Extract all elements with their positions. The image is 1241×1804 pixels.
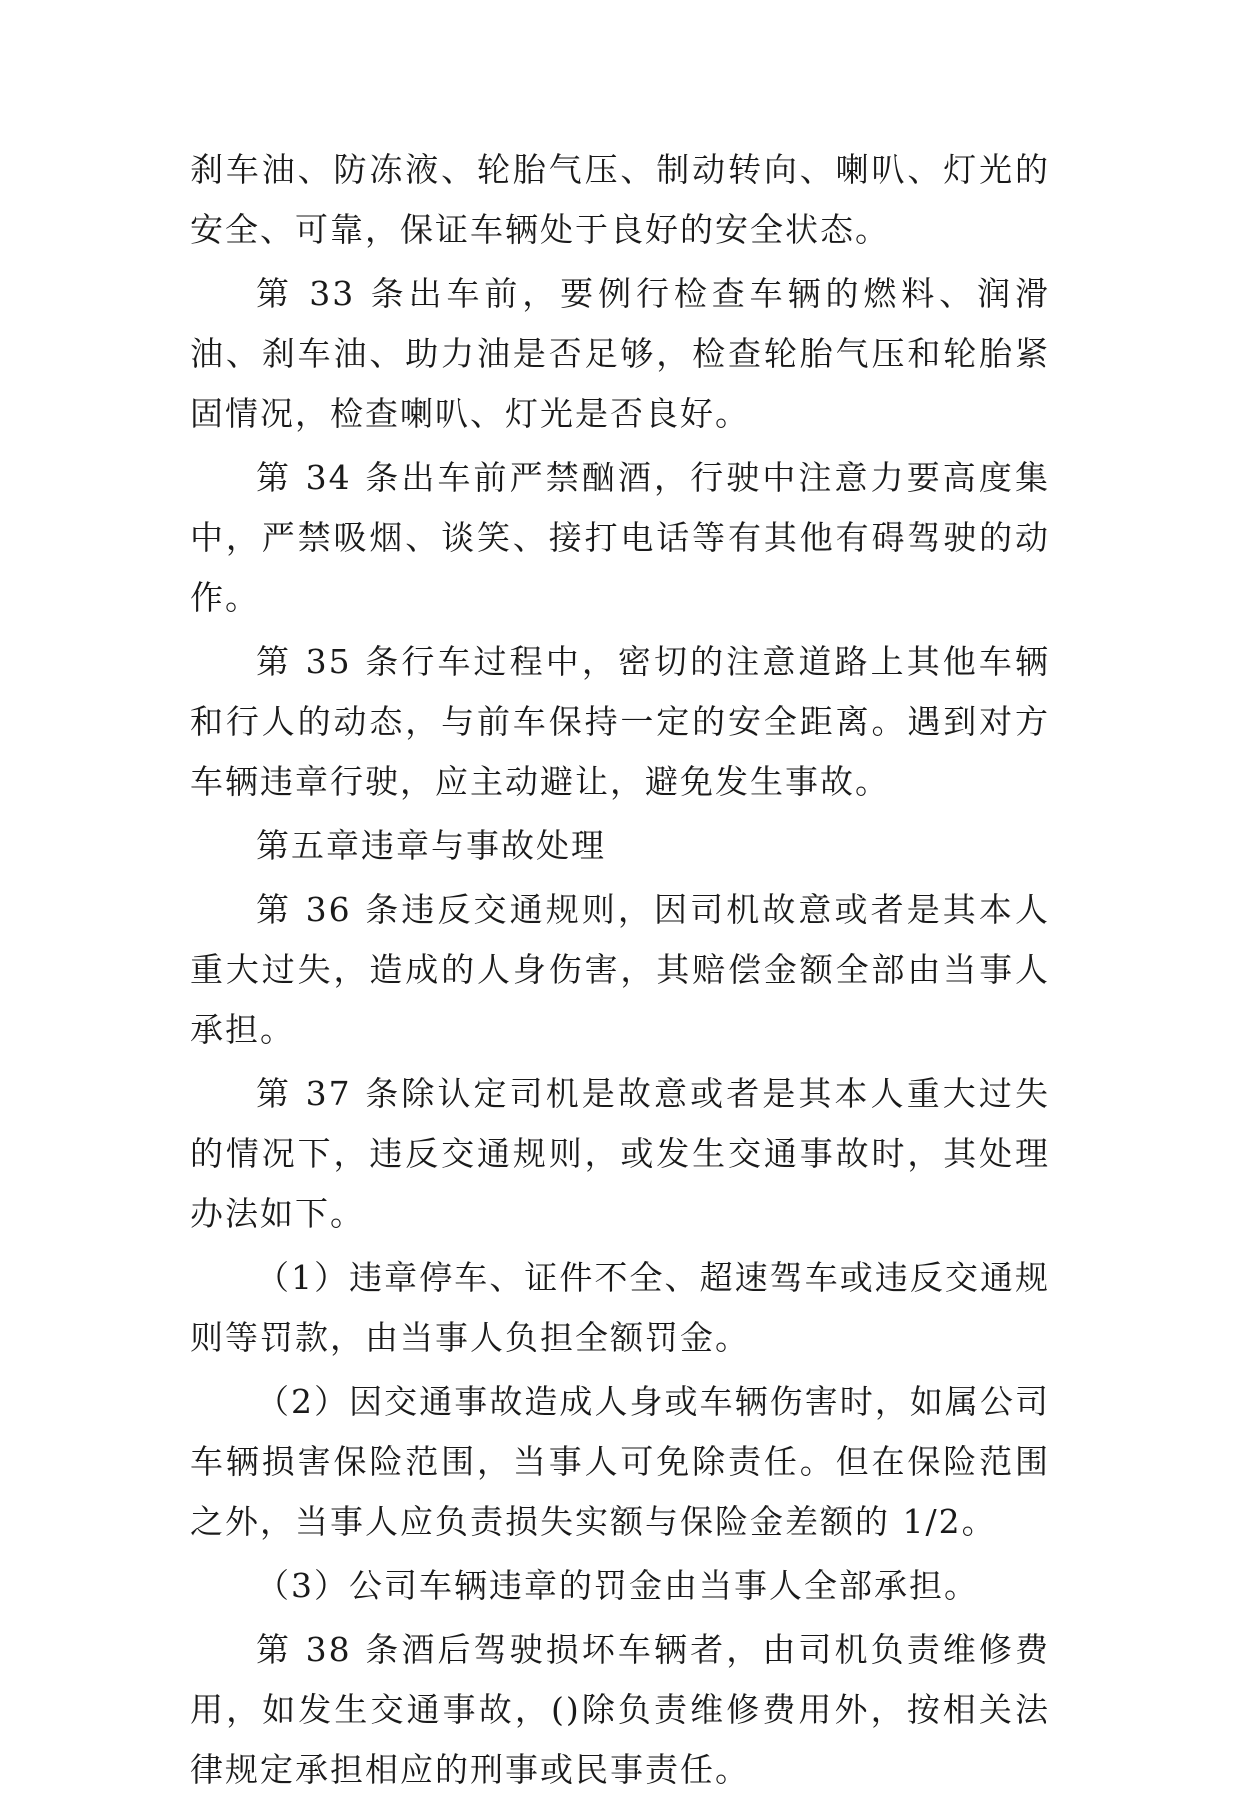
chapter-heading: 第五章违章与事故处理 [256,826,606,865]
paragraph-continuation: 刹车油、防冻液、轮胎气压、制动转向、喇叭、灯光的安全、可靠，保证车辆处于良好的安全状态。 [190,150,1050,249]
paragraph-article-33: 第 33 条出车前，要例行检查车辆的燃料、润滑油、刹车油、助力油是否足够，检查轮胎气压和轮胎紧固情况，检查喇叭、灯光是否良好。 [190,274,1050,433]
list-item-2: （2）因交通事故造成人身或车辆伤害时，如属公司车辆损害保险范围，当事人可免除责任。但在保险范围之外，当事人应负责损失实额与保险金差额的 1/2。 [190,1382,1050,1541]
list-item-1: （1）违章停车、证件不全、超速驾车或违反交通规则等罚款，由当事人负担全额罚金。 [190,1258,1050,1357]
document-page [190,140,1050,1804]
paragraph-article-34: 第 34 条出车前严禁酗酒，行驶中注意力要高度集中，严禁吸烟、谈笑、接打电话等有其他有碍驾驶的动作。 [190,458,1050,617]
paragraph-article-36: 第 36 条违反交通规则，因司机故意或者是其本人重大过失，造成的人身伤害，其赔偿金额全部由当事人承担。 [190,890,1050,1049]
paragraph-article-35: 第 35 条行车过程中，密切的注意道路上其他车辆和行人的动态，与前车保持一定的安全距离。遇到对方车辆违章行驶，应主动避让，避免发生事故。 [190,642,1050,801]
paragraph-article-37: 第 37 条除认定司机是故意或者是其本人重大过失的情况下，违反交通规则，或发生交通事故时，其处理办法如下。 [190,1074,1050,1233]
paragraph-article-38: 第 38 条酒后驾驶损坏车辆者，由司机负责维修费用，如发生交通事故，()除负责维修费用外，按相关法律规定承担相应的刑事或民事责任。 [190,1630,1050,1789]
list-item-3: （3）公司车辆违章的罚金由当事人全部承担。 [256,1566,979,1605]
